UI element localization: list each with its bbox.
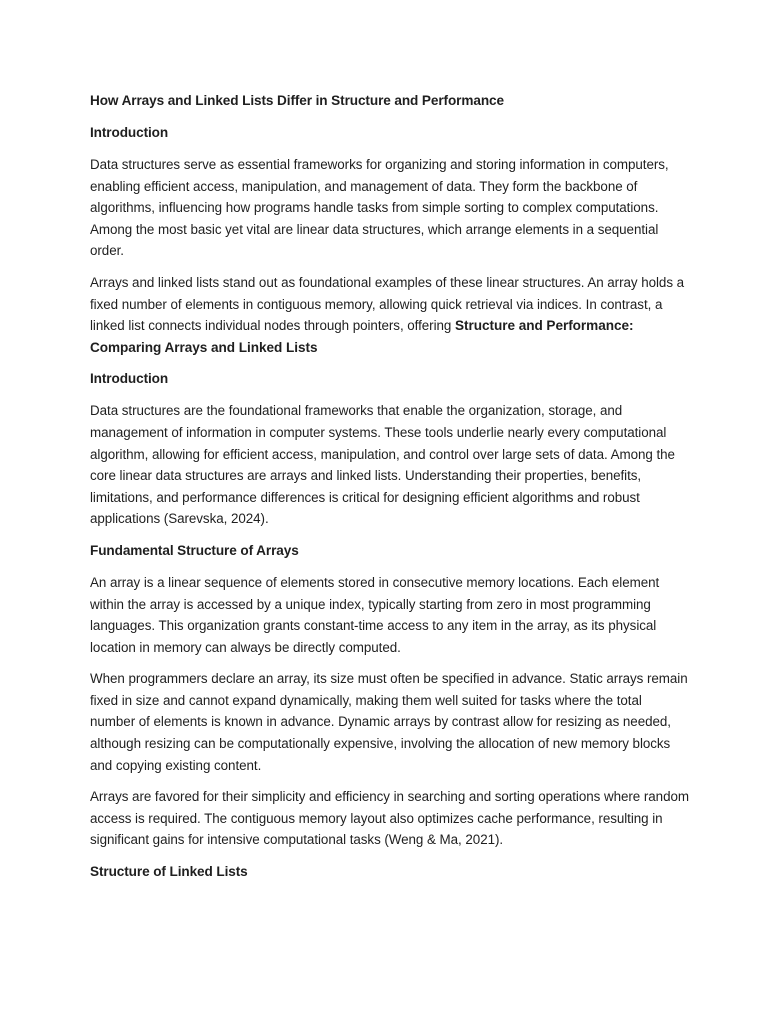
paragraph: An array is a linear sequence of elements stored in consecutive memory locations. Each element within the array is accessed by a unique index, typically starting from zero in most programming languages. This organization grants constant-time access to any item in the array, as its physical location in memory can always be directly computed. (90, 574, 660, 655)
paragraph-text: Arrays and linked lists stand out as foundational examples of these linear structures. An array holds a fixed number of elements in contiguous memory, allowing quick retrieval via indices. In contrast, a linked list connects individual nodes through pointers, offering (90, 274, 685, 334)
section-heading-arrays: Fundamental Structure of Arrays (90, 542, 299, 558)
paragraph: Data structures serve as essential frameworks for organizing and storing information in computers, enabling efficient access, manipulation, and management of data. They form the backbone of algorithms, influencing how programs handle tasks from simple sorting to complex computations. Among the most basic yet vital are linear data structures, which arrange elements in a sequential order. (90, 157, 669, 259)
document-title: How Arrays and Linked Lists Differ in Structure and Performance (90, 93, 504, 108)
section-heading-introduction: Introduction (90, 125, 169, 140)
paragraph: Data structures are the foundational frameworks that enable the organization, storage, and management of information in computer systems. These tools underlie nearly every computational algorithm, allowing for efficient access, manipulation, and control over large sets of data. Among the core linear data structures are arrays and linked lists. Understanding their properties, benefits, limitations, and performance differences is critical for designing efficient algorithms and robust applications (Sarevska, 2024). (90, 403, 675, 527)
document-page (90, 90, 690, 893)
paragraph: Arrays are favored for their simplicity and efficiency in searching and sorting operations where random access is required. The contiguous memory layout also optimizes cache performance, resulting in significant gains for intensive computational tasks (Weng & Ma, 2021). (90, 789, 689, 848)
inline-bold-heading: Structure and Performance: Comparing Arrays and Linked Lists (90, 318, 634, 355)
paragraph: When programmers declare an array, its size must often be specified in advance. Static arrays remain fixed in size and cannot expand dynamically, making them well suited for tasks where the total number of elements is known in advance. Dynamic arrays by contrast allow for resizing as needed, although resizing can be computationally expensive, involving the allocation of new memory blocks and copying existing content. (90, 671, 688, 773)
section-heading-introduction-2: Introduction (90, 371, 169, 387)
paragraph-merged-heading (90, 272, 690, 358)
section-heading-linked-lists: Structure of Linked Lists (90, 864, 248, 880)
